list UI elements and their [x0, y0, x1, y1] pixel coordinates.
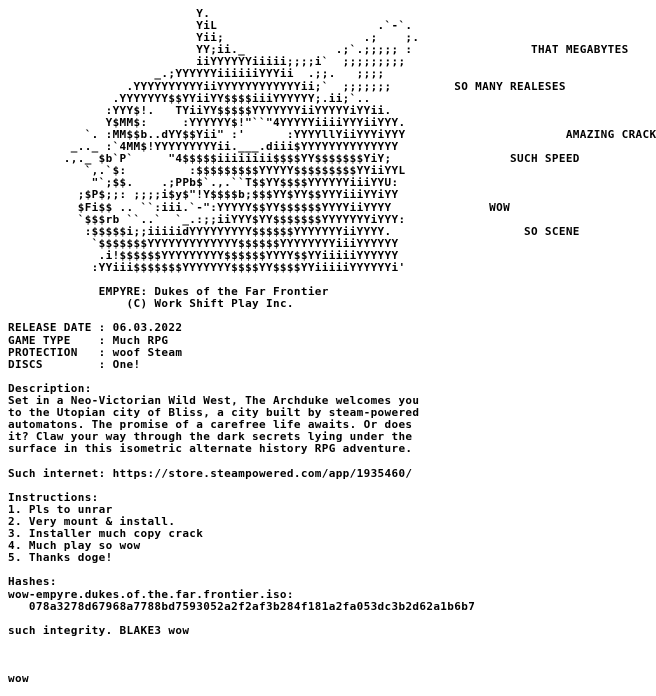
description-line: Set in a Neo-Victorian Wild West, The Archduke welcomes you	[8, 394, 420, 407]
ascii-art-text: YiL .`-`.	[8, 19, 413, 33]
ascii-art-text: ;$P$;;: ;;;;i$y$"!Y$$$$b;$$$YY$YY$$YYYiiiYYiYY	[8, 188, 399, 202]
instruction-step: 1. Pls to unrar	[8, 502, 113, 516]
ascii-art-text: .YYYYYYY$$YYiiYY$$$$iiiYYYYYY;.ii;`..	[8, 91, 371, 105]
info-row: GAME TYPE : Much RPG	[8, 333, 169, 347]
slogan-text: SO MANY REALESES	[454, 79, 566, 93]
footer-row	[8, 673, 656, 685]
instruction-row	[8, 552, 656, 564]
slogan-text: THAT MEGABYTES	[530, 43, 629, 57]
ascii-art-text: Y.	[8, 7, 211, 20]
ascii-art-text: `. :MM$$b..dYY$$Yii" :' :YYYYllYiiYYYiYYY	[8, 127, 406, 141]
footer-text: wow	[8, 672, 29, 686]
hash-filename: wow-empyre.dukes.of.the.far.frontier.iso:	[8, 587, 294, 601]
info-row: RELEASE DATE : 06.03.2022	[8, 321, 183, 335]
info-value: woof Steam	[112, 345, 183, 359]
instruction-step: 4. Much play so wow	[8, 539, 141, 553]
integrity-row	[8, 625, 656, 637]
ascii-art-text: .,._ $b`P` "4$$$$$iiiiiiii$$$$YY$$$$$$$YiY;	[8, 152, 392, 166]
info-value: One!	[112, 357, 141, 371]
ascii-art-row	[8, 262, 656, 274]
info-value: Much RPG	[112, 333, 169, 347]
instruction-step: 5. Thanks doge!	[8, 551, 113, 565]
instruction-step: 2. Very mount & install.	[8, 514, 176, 528]
description-line: surface in this isometric alternate history RPG adventure.	[8, 442, 413, 456]
blank-line	[8, 564, 656, 576]
store-link-line: Such internet: https://store.steampowered.com/app/1935460/	[8, 466, 413, 480]
blank-line	[8, 480, 656, 492]
copyright-row	[8, 298, 656, 310]
instruction-step: 3. Installer much copy crack	[8, 527, 204, 541]
slogan-text: WOW	[489, 200, 511, 214]
ascii-art-text: `,.`$: :$$$$$$$$$YYYYY$$$$$$$$$YYiiYYL	[8, 164, 406, 178]
ascii-art-text: `$$$rb ``..` `_.:;;iiYYY$YY$$$$$$$YYYYYYYiYYY:	[8, 212, 406, 226]
slogan-text: SO SCENE	[523, 224, 580, 238]
blank-line	[8, 371, 656, 383]
blank-line	[8, 649, 656, 661]
description-line: automatons. The promise of a carefree life awaits. Or does	[8, 418, 413, 432]
internet-row	[8, 468, 656, 480]
ascii-art-text: Yii; .; ;.	[8, 31, 420, 45]
info-label: DISCS	[8, 357, 99, 371]
ascii-art-text: .YYYYYYYYYYiiYYYYYYYYYYYYii;` ;;;;;;;	[8, 79, 392, 93]
hash-value: 078a3278d67968a7788bd7593052a2f2af3b284f181a2fa053dc3b2d62a1b6b7	[28, 599, 476, 613]
info-label: GAME TYPE	[8, 333, 99, 347]
nfo-text	[8, 8, 656, 685]
ascii-art-text: iiYYYYYYiiiii;;;;i` ;;;;;;;;;	[8, 55, 406, 69]
ascii-art-text: _.;YYYYYYiiiiiiYYYii .;;. ;;;;	[8, 67, 385, 81]
hash-value-row	[8, 601, 656, 613]
ascii-art-text: :$$$$$i;;iiiiidYYYYYYYYY$$$$$$YYYYYYYiiYYYY.	[8, 224, 392, 238]
instructions-heading: Instructions:	[8, 490, 99, 504]
info-row: PROTECTION : woof Steam	[8, 345, 183, 359]
description-heading: Description:	[8, 381, 92, 395]
integrity-line: such integrity. BLAKE3 wow	[8, 623, 190, 637]
ascii-art-text: YY;ii._ .;`.;;;;; :	[8, 43, 413, 57]
ascii-art-text: _.._ :`4MM$!YYYYYYYYYii.___.diii$YYYYYYYYYYYYYY	[8, 140, 399, 154]
ascii-art-text: :YYY$!. TYiiYY$$$$$YYYYYYYiiYYYYYiYYii.	[8, 103, 392, 117]
ascii-art-text: .i!$$$$$$YYYYYYYYY$$$$$$YYYY$$YYiiiiiYYYYYY	[8, 248, 399, 262]
slogan-text: SUCH SPEED	[510, 152, 580, 166]
info-value: 06.03.2022	[112, 321, 183, 335]
info-row: DISCS : One!	[8, 357, 141, 371]
ascii-art-text: :YYiii$$$$$$$YYYYYYY$$$$YY$$$$YYiiiiiYYYYYYi'	[8, 260, 406, 274]
description-line: to the Utopian city of Bliss, a city built by steam-powered	[8, 406, 420, 420]
description-row	[8, 443, 656, 455]
ascii-art-text: Y$MM$: :YYYYYY$!"``"4YYYYYiiiiYYYiiYYY.	[8, 115, 406, 129]
blank-line	[8, 661, 656, 673]
hashes-heading: Hashes:	[8, 575, 57, 589]
info-label: PROTECTION	[8, 345, 99, 359]
slogan-text: AMAZING CRACK	[565, 127, 656, 141]
copyright-line: (C) Work Shift Play Inc.	[126, 297, 294, 311]
info-label: RELEASE DATE	[8, 321, 99, 335]
ascii-art-text: $Fi$$ .. ``:iii.`-":YYYYY$$YY$$$$$$YYYYiiYYYY	[8, 200, 392, 214]
blank-line	[8, 637, 656, 649]
release-title: EMPYRE: Dukes of the Far Frontier	[98, 285, 329, 299]
ascii-art-text: `$$$$$$$YYYYYYYYYYYYY$$$$$$YYYYYYYYiiiYYYYYY	[8, 236, 399, 250]
ascii-art-text: "`;$$. .;PPb$`.,.``T$$YY$$$$YYYYYYiiiYYU:	[8, 176, 399, 190]
description-line: it? Claw your way through the dark secrets lying under the	[8, 430, 413, 444]
